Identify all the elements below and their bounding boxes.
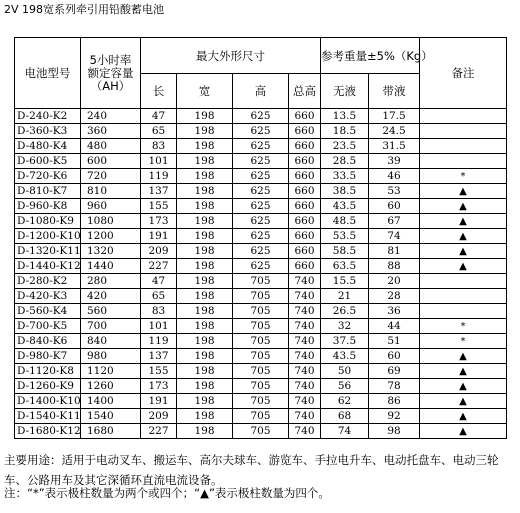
cell-width: 198 <box>177 124 233 139</box>
page-title: 2V 198宽系列牵引用铅酸蓄电池 <box>4 3 165 16</box>
cell-length: 173 <box>141 214 177 229</box>
cell-total-height: 660 <box>289 124 321 139</box>
cell-capacity: 600 <box>81 154 141 169</box>
cell-length: 101 <box>141 154 177 169</box>
cell-width: 198 <box>177 274 233 289</box>
cell-total-height: 660 <box>289 184 321 199</box>
cell-remark: ▲ <box>420 199 507 214</box>
cell-model: D-1200-K10 <box>15 229 81 244</box>
cell-remark: ▲ <box>420 394 507 409</box>
cell-height: 625 <box>233 154 289 169</box>
cell-capacity: 1260 <box>81 379 141 394</box>
cell-model: D-600-K5 <box>15 154 81 169</box>
table-row <box>15 424 507 439</box>
cell-capacity: 700 <box>81 319 141 334</box>
header-total-height: 总高 <box>289 74 321 109</box>
cell-model: D-1260-K9 <box>15 379 81 394</box>
cell-capacity: 960 <box>81 199 141 214</box>
cell-total-height: 660 <box>289 244 321 259</box>
cell-wet-weight: 44 <box>369 319 420 334</box>
cell-height: 625 <box>233 244 289 259</box>
cell-dry-weight: 68 <box>321 409 369 424</box>
cell-remark: * <box>420 169 507 184</box>
cell-height: 625 <box>233 139 289 154</box>
cell-height: 705 <box>233 409 289 424</box>
cell-wet-weight: 46 <box>369 169 420 184</box>
battery-spec-table <box>14 37 507 439</box>
cell-height: 705 <box>233 424 289 439</box>
cell-dry-weight: 18.5 <box>321 124 369 139</box>
cell-height: 705 <box>233 379 289 394</box>
cell-capacity: 1400 <box>81 394 141 409</box>
cell-wet-weight: 60 <box>369 199 420 214</box>
cell-dry-weight: 43.5 <box>321 199 369 214</box>
cell-total-height: 740 <box>289 424 321 439</box>
cell-remark <box>420 139 507 154</box>
cell-width: 198 <box>177 394 233 409</box>
cell-length: 209 <box>141 409 177 424</box>
cell-remark <box>420 289 507 304</box>
cell-width: 198 <box>177 169 233 184</box>
cell-wet-weight: 98 <box>369 424 420 439</box>
cell-total-height: 660 <box>289 139 321 154</box>
cell-remark <box>420 304 507 319</box>
cell-width: 198 <box>177 364 233 379</box>
cell-model: D-1680-K12 <box>15 424 81 439</box>
cell-remark: ▲ <box>420 379 507 394</box>
cell-remark: * <box>420 334 507 349</box>
cell-height: 705 <box>233 334 289 349</box>
cell-height: 625 <box>233 169 289 184</box>
cell-length: 65 <box>141 289 177 304</box>
cell-dry-weight: 33.5 <box>321 169 369 184</box>
cell-dry-weight: 62 <box>321 394 369 409</box>
cell-height: 705 <box>233 304 289 319</box>
cell-total-height: 740 <box>289 379 321 394</box>
cell-model: D-840-K6 <box>15 334 81 349</box>
cell-model: D-960-K8 <box>15 199 81 214</box>
table-row <box>15 379 507 394</box>
cell-length: 137 <box>141 349 177 364</box>
cell-total-height: 740 <box>289 349 321 364</box>
table-row <box>15 304 507 319</box>
cell-width: 198 <box>177 214 233 229</box>
cell-dry-weight: 38.5 <box>321 184 369 199</box>
cell-capacity: 280 <box>81 274 141 289</box>
cell-model: D-1120-K8 <box>15 364 81 379</box>
cell-total-height: 660 <box>289 169 321 184</box>
table-row <box>15 169 507 184</box>
table-row <box>15 394 507 409</box>
cell-height: 625 <box>233 259 289 274</box>
table-row <box>15 109 507 124</box>
cell-height: 705 <box>233 364 289 379</box>
cell-capacity: 840 <box>81 334 141 349</box>
table-row <box>15 319 507 334</box>
cell-length: 83 <box>141 139 177 154</box>
cell-wet-weight: 28 <box>369 289 420 304</box>
cell-remark: ▲ <box>420 364 507 379</box>
cell-model: D-1320-K11 <box>15 244 81 259</box>
cell-capacity: 720 <box>81 169 141 184</box>
cell-wet-weight: 60 <box>369 349 420 364</box>
cell-dry-weight: 23.5 <box>321 139 369 154</box>
cell-capacity: 1440 <box>81 259 141 274</box>
cell-wet-weight: 20 <box>369 274 420 289</box>
cell-length: 65 <box>141 124 177 139</box>
table-row <box>15 259 507 274</box>
cell-total-height: 660 <box>289 229 321 244</box>
cell-remark: ▲ <box>420 349 507 364</box>
cell-total-height: 660 <box>289 109 321 124</box>
header-remarks: 备注 <box>420 38 507 109</box>
cell-capacity: 1680 <box>81 424 141 439</box>
cell-width: 198 <box>177 334 233 349</box>
cell-width: 198 <box>177 229 233 244</box>
cell-length: 137 <box>141 184 177 199</box>
cell-wet-weight: 36 <box>369 304 420 319</box>
cell-dry-weight: 32 <box>321 319 369 334</box>
cell-total-height: 660 <box>289 199 321 214</box>
cell-wet-weight: 24.5 <box>369 124 420 139</box>
header-dry-weight: 无液 <box>321 74 369 109</box>
header-dimensions: 最大外形尺寸 <box>141 38 321 74</box>
cell-total-height: 740 <box>289 334 321 349</box>
cell-width: 198 <box>177 109 233 124</box>
cell-capacity: 560 <box>81 304 141 319</box>
cell-length: 47 <box>141 109 177 124</box>
header-height: 高 <box>233 74 289 109</box>
cell-dry-weight: 50 <box>321 364 369 379</box>
cell-width: 198 <box>177 409 233 424</box>
cell-height: 705 <box>233 274 289 289</box>
cell-wet-weight: 74 <box>369 229 420 244</box>
cell-capacity: 360 <box>81 124 141 139</box>
cell-dry-weight: 58.5 <box>321 244 369 259</box>
cell-capacity: 810 <box>81 184 141 199</box>
cell-remark: ▲ <box>420 424 507 439</box>
cell-width: 198 <box>177 244 233 259</box>
cell-height: 705 <box>233 319 289 334</box>
cell-total-height: 740 <box>289 409 321 424</box>
cell-wet-weight: 92 <box>369 409 420 424</box>
cell-height: 705 <box>233 394 289 409</box>
cell-length: 227 <box>141 424 177 439</box>
table-body <box>15 109 507 439</box>
cell-remark: ▲ <box>420 229 507 244</box>
cell-capacity: 980 <box>81 349 141 364</box>
footnote: 注：“*”表示极柱数量为两个或四个；“▲”表示极柱数量为四个。 <box>4 486 330 500</box>
cell-wet-weight: 67 <box>369 214 420 229</box>
cell-height: 625 <box>233 184 289 199</box>
cell-wet-weight: 53 <box>369 184 420 199</box>
cell-wet-weight: 81 <box>369 244 420 259</box>
cell-remark: * <box>420 319 507 334</box>
cell-total-height: 660 <box>289 154 321 169</box>
cell-model: D-480-K4 <box>15 139 81 154</box>
cell-height: 625 <box>233 124 289 139</box>
cell-height: 625 <box>233 229 289 244</box>
cell-model: D-1440-K12 <box>15 259 81 274</box>
cell-model: D-360-K3 <box>15 124 81 139</box>
cell-dry-weight: 26.5 <box>321 304 369 319</box>
cell-wet-weight: 31.5 <box>369 139 420 154</box>
cell-remark <box>420 274 507 289</box>
cell-dry-weight: 13.5 <box>321 109 369 124</box>
cell-height: 625 <box>233 109 289 124</box>
cell-height: 625 <box>233 199 289 214</box>
cell-width: 198 <box>177 289 233 304</box>
cell-total-height: 660 <box>289 214 321 229</box>
cell-capacity: 420 <box>81 289 141 304</box>
cell-capacity: 480 <box>81 139 141 154</box>
cell-model: D-720-K6 <box>15 169 81 184</box>
cell-model: D-240-K2 <box>15 109 81 124</box>
table-row <box>15 274 507 289</box>
cell-total-height: 740 <box>289 289 321 304</box>
cell-wet-weight: 78 <box>369 379 420 394</box>
cell-length: 119 <box>141 334 177 349</box>
cell-wet-weight: 86 <box>369 394 420 409</box>
cell-width: 198 <box>177 199 233 214</box>
cell-dry-weight: 43.5 <box>321 349 369 364</box>
cell-model: D-980-K7 <box>15 349 81 364</box>
cell-length: 101 <box>141 319 177 334</box>
cell-width: 198 <box>177 379 233 394</box>
cell-capacity: 1080 <box>81 214 141 229</box>
cell-total-height: 740 <box>289 319 321 334</box>
usage-text: 主要用途：适用于电动叉车、搬运车、高尔夫球车、游览车、手拉电升车、电动托盘车、电动三轮车、公路用车及其它深循环直流电流设备。 <box>4 453 499 487</box>
header-width: 宽 <box>177 74 233 109</box>
cell-length: 155 <box>141 364 177 379</box>
cell-capacity: 1320 <box>81 244 141 259</box>
table-row <box>15 334 507 349</box>
cell-wet-weight: 69 <box>369 364 420 379</box>
cell-length: 191 <box>141 394 177 409</box>
cell-model: D-810-K7 <box>15 184 81 199</box>
cell-wet-weight: 51 <box>369 334 420 349</box>
cell-model: D-420-K3 <box>15 289 81 304</box>
cell-width: 198 <box>177 304 233 319</box>
table-row <box>15 154 507 169</box>
table-row <box>15 139 507 154</box>
table-row <box>15 199 507 214</box>
cell-length: 47 <box>141 274 177 289</box>
table-row <box>15 244 507 259</box>
cell-total-height: 660 <box>289 259 321 274</box>
table-row <box>15 184 507 199</box>
cell-dry-weight: 21 <box>321 289 369 304</box>
cell-total-height: 740 <box>289 274 321 289</box>
cell-total-height: 740 <box>289 394 321 409</box>
cell-dry-weight: 63.5 <box>321 259 369 274</box>
cell-model: D-1540-K11 <box>15 409 81 424</box>
cell-total-height: 740 <box>289 304 321 319</box>
cell-width: 198 <box>177 319 233 334</box>
cell-width: 198 <box>177 424 233 439</box>
table-row <box>15 214 507 229</box>
cell-remark <box>420 154 507 169</box>
cell-dry-weight: 15.5 <box>321 274 369 289</box>
cell-model: D-560-K4 <box>15 304 81 319</box>
cell-length: 155 <box>141 199 177 214</box>
cell-length: 209 <box>141 244 177 259</box>
cell-width: 198 <box>177 259 233 274</box>
cell-height: 705 <box>233 349 289 364</box>
table-row <box>15 229 507 244</box>
cell-remark: ▲ <box>420 214 507 229</box>
cell-wet-weight: 88 <box>369 259 420 274</box>
cell-wet-weight: 17.5 <box>369 109 420 124</box>
header-wet-weight: 带液 <box>369 74 420 109</box>
header-model: 电池型号 <box>15 38 81 109</box>
cell-capacity: 1200 <box>81 229 141 244</box>
cell-dry-weight: 53.5 <box>321 229 369 244</box>
cell-remark <box>420 124 507 139</box>
cell-capacity: 1540 <box>81 409 141 424</box>
cell-remark: ▲ <box>420 184 507 199</box>
cell-model: D-280-K2 <box>15 274 81 289</box>
cell-length: 227 <box>141 259 177 274</box>
cell-model: D-1400-K10 <box>15 394 81 409</box>
cell-remark: ▲ <box>420 259 507 274</box>
cell-width: 198 <box>177 139 233 154</box>
cell-height: 705 <box>233 289 289 304</box>
cell-model: D-700-K5 <box>15 319 81 334</box>
table-row <box>15 409 507 424</box>
cell-length: 119 <box>141 169 177 184</box>
table-row <box>15 364 507 379</box>
cell-dry-weight: 56 <box>321 379 369 394</box>
cell-capacity: 240 <box>81 109 141 124</box>
cell-capacity: 1120 <box>81 364 141 379</box>
header-weight: 参考重量±5%（Kg） <box>321 38 420 74</box>
cell-wet-weight: 39 <box>369 154 420 169</box>
cell-length: 191 <box>141 229 177 244</box>
cell-width: 198 <box>177 349 233 364</box>
cell-dry-weight: 37.5 <box>321 334 369 349</box>
cell-dry-weight: 74 <box>321 424 369 439</box>
cell-length: 173 <box>141 379 177 394</box>
header-capacity: 5小时率 额定容量 （AH） <box>81 38 141 109</box>
cell-length: 83 <box>141 304 177 319</box>
cell-dry-weight: 48.5 <box>321 214 369 229</box>
cell-remark: ▲ <box>420 409 507 424</box>
table-row <box>15 124 507 139</box>
cell-height: 625 <box>233 214 289 229</box>
table-row <box>15 289 507 304</box>
cell-width: 198 <box>177 184 233 199</box>
table-row <box>15 349 507 364</box>
cell-width: 198 <box>177 154 233 169</box>
cell-remark <box>420 109 507 124</box>
cell-model: D-1080-K9 <box>15 214 81 229</box>
cell-total-height: 740 <box>289 364 321 379</box>
cell-dry-weight: 28.5 <box>321 154 369 169</box>
header-length: 长 <box>141 74 177 109</box>
cell-remark: ▲ <box>420 244 507 259</box>
